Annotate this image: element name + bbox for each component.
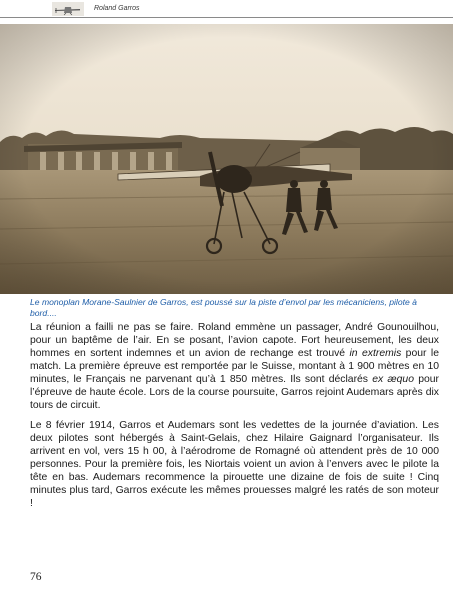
emphasis-in-extremis: in extremis	[349, 348, 402, 359]
vintage-monoplane-photo	[0, 24, 453, 294]
paragraph-2: Le 8 février 1914, Garros et Audemars sont les vedettes de la journée d’aviation. Les deux pilotes sont hébergés à Saint-Gelais, chez Hilaire Gaignard l’organisateur. Ils arrivent en vol, vers 15 h 00, à l’aérodrome de Romagné où attendent près de 10 000 personnes. Pour la première fois, les Niortais voient un avion à l’envers avec le pilote la tête en bas. Audemars recommence la pirouette une dizaine de fois de suite ! Cinq minutes plus tard, Garros exécute les mêmes prouesses malgré les ratés de son moteur !	[30, 420, 439, 509]
page-number: 76	[30, 571, 42, 583]
running-header	[0, 0, 453, 22]
paragraph-1	[30, 321, 439, 412]
article-body	[30, 321, 439, 517]
paragraph-1-part-1: La réunion a failli ne pas se faire. Roland emmène un passager, André Gounouilhou, pour un baptême de l’air. En se posant, l’avion capote. Fort heureusement, les deux hommes en sortent indemnes et un avion de rechange est trouvé	[30, 322, 439, 359]
header-rule	[0, 17, 453, 18]
paragraph-1-part-3: pour l’épreuve de haute école. Lors de la course poursuite, Garros rejoint Audemars après dix tours de circuit.	[30, 374, 439, 411]
running-title: Roland Garros	[94, 5, 140, 12]
monoplane-icon	[52, 2, 84, 16]
paragraph-1-part-2: pour le match. La première épreuve est remportée par le Suisse, montant à 1 900 mètres en 10 minutes, le Français ne parvenant qu’à 1 850 mètres. Ils sont déclarés	[30, 348, 439, 385]
emphasis-ex-aequo: ex æquo	[372, 374, 414, 385]
photo-caption: Le monoplan Morane-Saulnier de Garros, est poussé sur la piste d’envol par les mécaniciens, pilote à bord....	[30, 297, 417, 318]
